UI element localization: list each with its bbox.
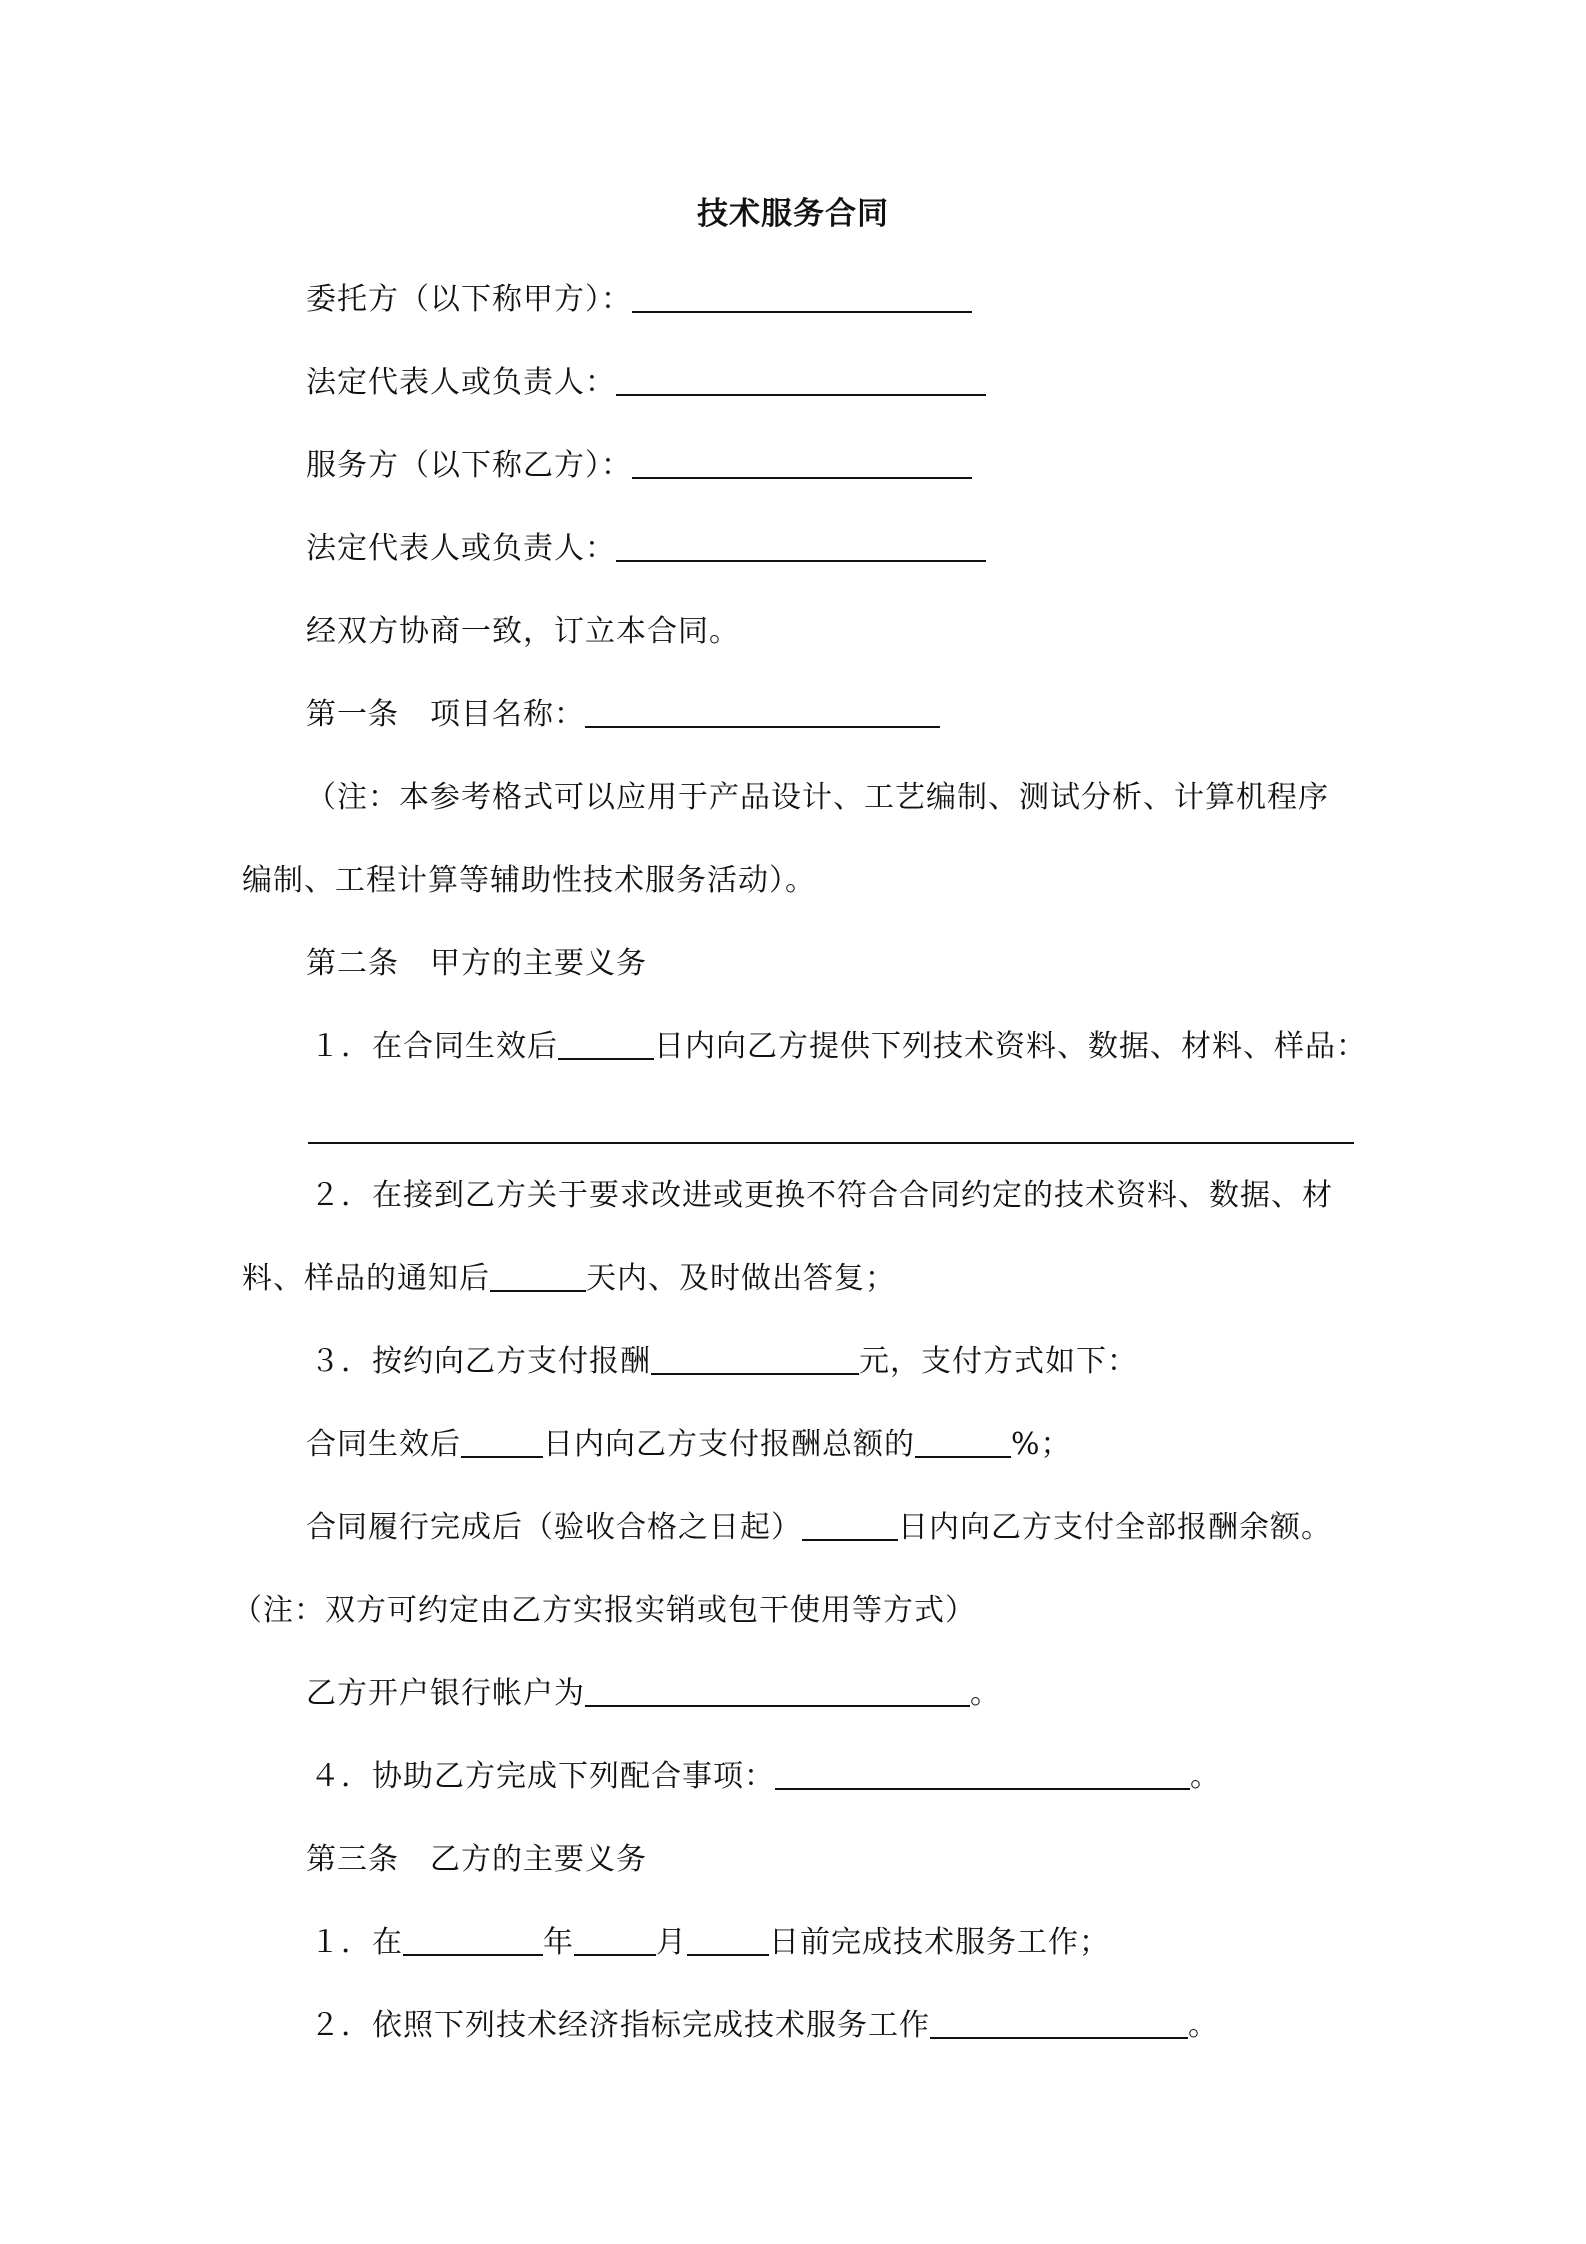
cooperation-items-blank[interactable] — [775, 1758, 1190, 1790]
month-label: 月 — [656, 1925, 687, 1960]
client-representative-label: 法定代表人或负责人： — [306, 365, 616, 400]
note-line-1: （注：本参考格式可以应用于产品设计、工艺编制、测试分析、计算机程序 — [306, 780, 1329, 815]
bank-account-end: 。 — [970, 1676, 1001, 1711]
service-representative-label: 法定代表人或负责人： — [306, 531, 616, 566]
service-party-line — [306, 446, 972, 486]
days-blank-2[interactable] — [490, 1260, 586, 1292]
year-blank[interactable] — [403, 1924, 543, 1956]
client-representative-line — [306, 363, 986, 403]
client-duty-3 — [310, 1342, 1138, 1382]
payment-term-1-text: 合同生效后 — [306, 1427, 461, 1462]
client-representative-blank[interactable] — [616, 364, 986, 396]
payment-term-1-text-end: %； — [1011, 1427, 1072, 1462]
bank-account-line — [306, 1674, 1001, 1714]
payment-term-2 — [306, 1508, 1332, 1548]
client-duty-3-text: ３．按约向乙方支付报酬 — [310, 1344, 651, 1379]
payment-note: （注：双方可约定由乙方实报实销或包干使用等方式） — [232, 1593, 976, 1628]
service-duty-2-end: 。 — [1188, 2008, 1219, 2043]
payment-term-1 — [306, 1425, 1072, 1465]
article-1-label: 第一条 项目名称： — [306, 697, 585, 732]
client-party-line — [306, 280, 972, 320]
client-duty-4 — [310, 1757, 1221, 1797]
materials-list-blank[interactable] — [308, 1142, 1354, 1144]
article-3-heading: 第三条 乙方的主要义务 — [306, 1842, 647, 1877]
month-blank[interactable] — [574, 1924, 656, 1956]
days-blank-1[interactable] — [558, 1028, 654, 1060]
client-duty-1-text-end: 日内向乙方提供下列技术资料、数据、材料、样品： — [654, 1029, 1367, 1064]
client-duty-2-line-2 — [242, 1259, 896, 1299]
project-name-blank[interactable] — [585, 696, 940, 728]
bank-account-blank[interactable] — [585, 1675, 970, 1707]
note-line-2: 编制、工程计算等辅助性技术服务活动）。 — [242, 863, 816, 898]
service-party-label: 服务方（以下称乙方）： — [306, 448, 632, 483]
days-blank-3[interactable] — [461, 1426, 543, 1458]
client-duty-2-text-end: 天内、及时做出答复； — [586, 1261, 896, 1296]
service-duty-1-text: １．在 — [310, 1925, 403, 1960]
client-duty-1-text: １．在合同生效后 — [310, 1029, 558, 1064]
service-representative-blank[interactable] — [616, 530, 986, 562]
service-duty-2-text: ２．依照下列技术经济指标完成技术服务工作 — [310, 2008, 930, 2043]
client-duty-4-text: ４．协助乙方完成下列配合事项： — [310, 1759, 775, 1794]
agreement-statement: 经双方协商一致，订立本合同。 — [306, 614, 740, 649]
client-duty-1 — [310, 1027, 1367, 1067]
service-party-blank[interactable] — [632, 447, 972, 479]
day-blank[interactable] — [687, 1924, 769, 1956]
technical-indicators-blank[interactable] — [930, 2007, 1188, 2039]
service-duty-1 — [310, 1923, 1110, 1963]
payment-term-1-text-mid: 日内向乙方支付报酬总额的 — [543, 1427, 915, 1462]
client-duty-2-text: 料、样品的通知后 — [242, 1261, 490, 1296]
client-party-blank[interactable] — [632, 281, 972, 313]
document-title: 技术服务合同 — [697, 196, 889, 232]
percentage-blank[interactable] — [915, 1426, 1011, 1458]
article-2-heading: 第二条 甲方的主要义务 — [306, 946, 647, 981]
payment-term-2-text: 合同履行完成后（验收合格之日起） — [306, 1510, 802, 1545]
client-duty-2-line-1: ２．在接到乙方关于要求改进或更换不符合合同约定的技术资料、数据、材 — [310, 1178, 1333, 1213]
service-duty-1-text-end: 日前完成技术服务工作； — [769, 1925, 1110, 1960]
year-label: 年 — [543, 1925, 574, 1960]
payment-amount-blank[interactable] — [651, 1343, 859, 1375]
service-duty-2 — [310, 2006, 1219, 2046]
days-blank-4[interactable] — [802, 1509, 898, 1541]
client-duty-3-text-end: 元，支付方式如下： — [859, 1344, 1138, 1379]
client-party-label: 委托方（以下称甲方）： — [306, 282, 632, 317]
payment-term-2-text-end: 日内向乙方支付全部报酬余额。 — [898, 1510, 1332, 1545]
client-duty-4-end: 。 — [1190, 1759, 1221, 1794]
service-representative-line — [306, 529, 986, 569]
article-1-line — [306, 695, 940, 735]
bank-account-label: 乙方开户银行帐户为 — [306, 1676, 585, 1711]
